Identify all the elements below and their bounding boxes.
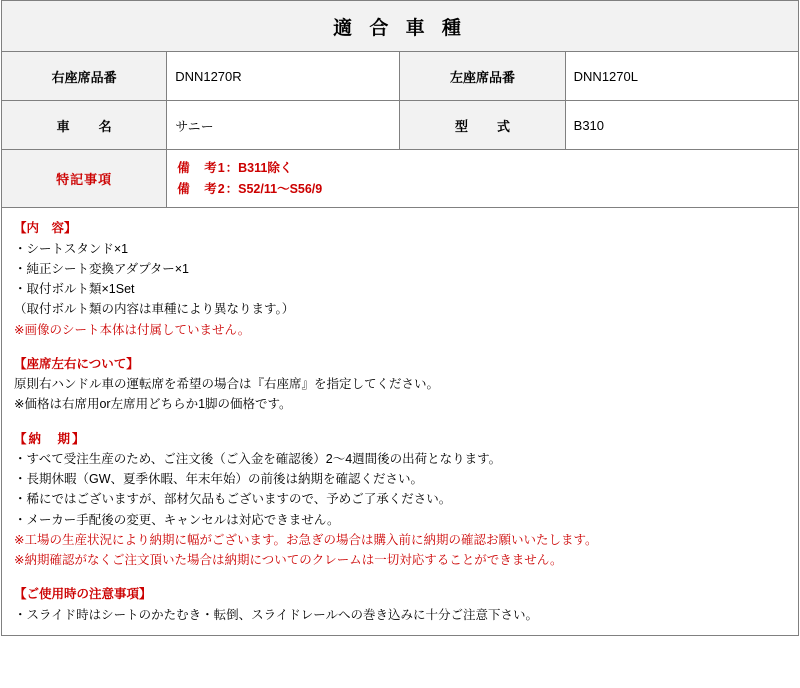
compatibility-table [1,0,799,208]
note-line-1 [177,158,788,179]
delivery-line-5: ※工場の生産状況により納期に幅がございます。お急ぎの場合は購入前に納期の確認お願いいたします。 [14,532,598,547]
contents-line-5: ※画像のシート本体は付属していません。 [14,322,251,337]
model-code-label: 型 式 [400,101,565,150]
delivery-line-6: ※納期確認がなくご注文頂いた場合は納期についてのクレームは一切対応することができません。 [14,553,563,567]
contents-line-1: ・シートスタンド×1 [14,241,129,256]
vehicle-name-label: 車 名 [2,101,167,150]
spacer [14,340,788,354]
section-heading-delivery: 【納 期】 [14,431,87,446]
special-notes-value [167,150,799,208]
note-1-label: 備 考1 [177,161,226,175]
contents-line-3: ・取付ボルト類×1Set [14,282,135,296]
section-heading-seat-side: 【座席左右について】 [14,356,139,371]
left-seat-part-label: 左座席品番 [400,52,565,101]
spacer [14,570,788,584]
seat-side-line-1: 原則右ハンドル車の運転席を希望の場合は『右座席』を指定してください。 [14,377,440,391]
delivery-line-4: ・メーカー手配後の変更、キャンセルは対応できません。 [14,512,340,527]
contents-line-2: ・純正シート変換アダプター×1 [14,261,190,276]
table-row [2,101,799,150]
note-2-text: ：S52/11〜S56/9 [225,181,323,196]
model-code-value: B310 [565,101,798,150]
delivery-line-1: ・すべて受注生産のため、ご注文後（ご入金を確認後）2〜4週間後の出荷となります。 [14,451,502,466]
table-title: 適 合 車 種 [2,1,799,52]
description-body [1,208,799,636]
note-line-2 [177,179,788,200]
delivery-line-3: ・稀にではございますが、部材欠品もございますので、予めご了承ください。 [14,492,452,507]
table-row-title [2,1,799,52]
seat-side-line-2: ※価格は右席用or左席用どちらか1脚の価格です。 [14,397,292,412]
spacer [14,415,788,429]
note-2-label: 備 考2 [177,181,226,196]
special-notes-label: 特記事項 [2,150,167,208]
section-heading-usage-caution: 【ご使用時の注意事項】 [14,587,152,602]
product-spec-document [1,0,799,636]
table-row [2,52,799,101]
contents-line-4: （取付ボルト類の内容は車種により異なります。） [14,302,295,317]
section-heading-contents: 【内 容】 [14,221,77,236]
table-row-notes [2,150,799,208]
right-seat-part-value: DNN1270R [167,52,400,101]
right-seat-part-label: 右座席品番 [2,52,167,101]
vehicle-name-value: サニー [167,101,400,150]
delivery-line-2: ・長期休暇（GW、夏季休暇、年末年始）の前後は納期を確認ください。 [14,472,424,486]
usage-caution-line-1: ・スライド時はシートのかたむき・転倒、スライドレールへの巻き込みに十分ご注意下さい。 [14,607,539,622]
left-seat-part-value: DNN1270L [565,52,798,101]
note-1-text: ：B311除く [225,161,293,175]
